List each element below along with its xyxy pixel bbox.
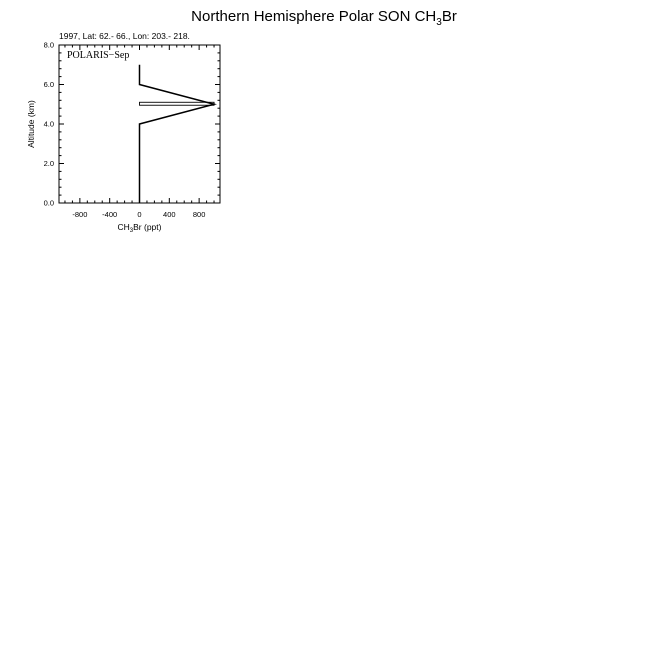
y-tick-label: 2.0 — [43, 159, 54, 168]
title-suffix: Br — [441, 8, 457, 25]
series-line — [140, 65, 215, 203]
chart-subtitle: 1997, Lat: 62.- 66., Lon: 203.- 218. — [59, 31, 190, 41]
x-tick-label: 800 — [192, 210, 206, 219]
title-text: Northern Hemisphere Polar SON CH — [191, 8, 437, 25]
x-tick-label: 400 — [163, 210, 176, 219]
x-tick-label: -800 — [72, 210, 88, 219]
title-subscript: 3 — [436, 17, 442, 28]
x-axis-label: $CH_3Br$ (ppt) — [117, 222, 162, 234]
y-axis-label: Altitude (km) — [26, 100, 36, 148]
x-tick-label: -400 — [102, 210, 118, 219]
y-tick-label: 0.0 — [43, 198, 54, 208]
series-annotation: POLARIS−Sep — [67, 50, 130, 61]
y-tick-label: 4.0 — [43, 119, 54, 129]
tick-group — [44, 41, 220, 220]
y-tick-label: 6.0 — [43, 80, 54, 89]
range-box — [140, 102, 215, 105]
series-group — [139, 65, 214, 203]
y-tick-label: 8.0 — [43, 40, 54, 50]
x-tick-label: 0 — [137, 210, 142, 219]
